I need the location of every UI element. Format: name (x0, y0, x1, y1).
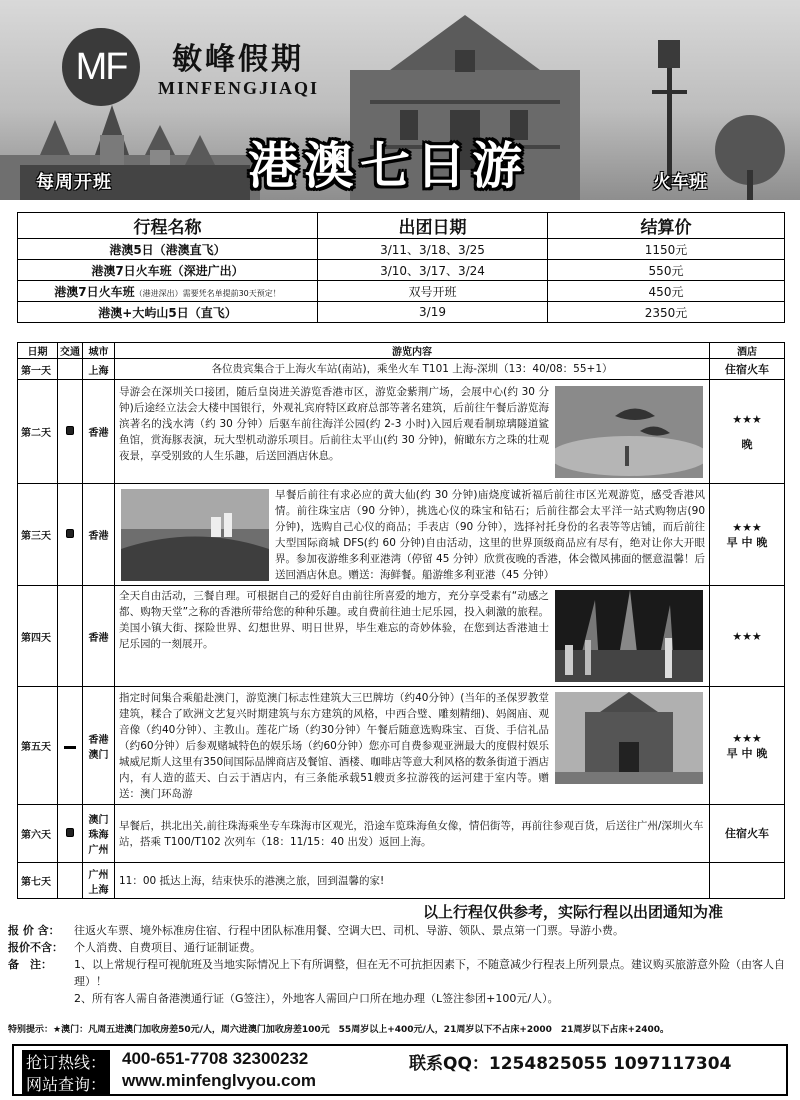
price: 550元 (548, 260, 785, 281)
day-description: 早餐后前往有求必应的黄大仙(约 30 分钟)庙烧度诚祈福后前往市区光观游览，感受香港风情。前往珠宝店（90 分钟），挑选心仪的珠宝和钻石；后前往都会太平洋一站式购物店(90 分钟)，选购自己心仪的商品；手表店（90 分钟），选择衬托身份的名表等等店铺，而后前往大型国际商城 DFS(约 60 分钟)自由活动，这里的世界顶级商品应有尽有，绝对让你大开眼界。参加夜游维多利亚港湾（停留 45 分钟）欣赏夜晚的香港，体会微风拂面的惬意温馨！后送回酒店休息。赠送：海鲜餐。船游维多利亚港（45 分钟） (275, 488, 705, 581)
header-banner (0, 0, 800, 200)
special-notice: 特别提示：★澳门：凡周五进澳门加收房差50元/人，周六进澳门加收房差100元 55周岁以上+400元/人，21周岁以下不占床+2000 21周岁以下占床+2400。 (8, 1025, 670, 1035)
price: 1150元 (548, 239, 785, 260)
train-icon (66, 828, 74, 837)
transport-cell (58, 805, 83, 863)
hotel-stars: ★★★ (732, 629, 762, 643)
itinerary-table (17, 342, 785, 899)
transport-cell (58, 863, 83, 899)
table-row (18, 239, 785, 260)
day-content: 11：00 抵达上海，结束快乐的港澳之旅，回到温馨的家! (115, 863, 710, 899)
day-label: 第六天 (18, 805, 58, 863)
col-transport: 交通 (58, 343, 83, 359)
col-city: 城市 (83, 343, 115, 359)
itinerary-row (18, 805, 785, 863)
itinerary-row (18, 359, 785, 380)
departure-dates: 双号开班 (318, 281, 548, 302)
route-name: 港澳+大屿山5日（直飞） (18, 302, 318, 323)
note-remark: 备 注： 1、以上常规行程可视航班及当地实际情况上下有所调整，但在无不可抗拒因素下，不随意减少行程表上所列景点。建议购买旅游意外险（由客人自理）！ (8, 958, 785, 988)
hotel (710, 380, 785, 484)
itinerary-row (18, 687, 785, 805)
street-lamp-illustration (640, 30, 700, 190)
contact-footer (12, 1044, 788, 1096)
transport-cell (58, 359, 83, 380)
city: 香港 (83, 586, 115, 687)
note-exclude: 报价不含： 个人消费、自费项目、通行证制证费。 (8, 941, 261, 954)
price: 2350元 (548, 302, 785, 323)
night-skyline-photo (555, 590, 703, 682)
website-label: 网站查询： (22, 1072, 110, 1095)
day-label: 第五天 (18, 687, 58, 805)
train-icon (66, 426, 74, 435)
col-hotel: 酒店 (710, 343, 785, 359)
hotel: 住宿火车 (710, 359, 785, 380)
weekly-departure-tag: 每周开班 (36, 172, 112, 193)
departure-dates: 3/19 (318, 302, 548, 323)
note-include: 报 价 含： 往返火车票、境外标准房住宿、行程中团队标准用餐、空调大巴、司机、导游、领队、景点第一门票。导游小费。 (8, 924, 624, 937)
price-table-header (18, 213, 785, 239)
city: 香港 (83, 484, 115, 586)
hotline-label: 抢订热线： (22, 1050, 110, 1073)
city: 上海 (83, 359, 115, 380)
transport-cell (58, 380, 83, 484)
table-row (18, 302, 785, 323)
brand-name-cn: 敏峰假期 (172, 42, 304, 77)
col-route: 行程名称 (18, 213, 318, 239)
hotline-number[interactable]: 400-651-7708 32300232 (122, 1049, 309, 1068)
route-name: 港澳7日火车班（港进深出）需要凭名单提前30天预定！ (18, 281, 318, 302)
day-description: 指定时间集合乘船赴澳门，游览澳门标志性建筑大三巴牌坊（约40分钟）(当年的圣保罗教堂建筑，糅合了欧洲文艺复兴时期建筑与东方建筑的风格，中西合璧、雕刻精细)、妈阁庙、观音像（约40分钟）、主教山。莲花广场（约30分钟）午餐后随意选购珠宝、百货、手信礼品（约60分钟）后参观赌城特色的娱乐场（约60分钟）您亦可自费参观亚洲最大的度假村娱乐城威尼斯人这里有350间国际品牌商店及餐馆、酒楼、咖啡店等意大利风格的数条街道于酒店内，有人造的蓝天、白云于酒店内，有三条能承载51艘贡多拉游筏的运河建于室内等。赠送：澳门环岛游 (119, 691, 549, 800)
tree-illustration (705, 110, 800, 200)
day-content: 各位贵宾集合于上海火车站(南站)，乘坐火车 T101 上海-深圳（13：40/08：55+1） (115, 359, 710, 380)
day-content (115, 484, 710, 586)
website-link[interactable]: www.minfenglvyou.com (122, 1071, 316, 1090)
disclaimer: 以上行程仅供参考，实际行程以出团通知为准 (423, 903, 724, 921)
day-description: 全天自由活动，三餐自理。可根据自己的爱好自由前往所喜爱的地方，充分享受素有“动感之都、购物天堂”之称的香港所带给您的种种乐趣。或自费前往迪士尼乐园，投入刺激的旅程。美国小镇大街、探险世界、幻想世界、明日世界，毕生难忘的奇妙体验，在您到达香港迪士尼乐园的一刻展开。 (119, 590, 549, 650)
day-label: 第四天 (18, 586, 58, 687)
itinerary-row (18, 586, 785, 687)
brand-logo: MF (62, 28, 140, 106)
day-content (115, 586, 710, 687)
itinerary-row (18, 484, 785, 586)
day-label: 第二天 (18, 380, 58, 484)
itinerary-header (18, 343, 785, 359)
qq-contact: 联系QQ：1254825055 1097117304 (409, 1054, 732, 1074)
col-day: 日期 (18, 343, 58, 359)
table-row (18, 281, 785, 302)
col-dates: 出团日期 (318, 213, 548, 239)
table-row (18, 260, 785, 281)
brand-name-en: MINFENGJIAQI (158, 78, 320, 98)
day-content (115, 380, 710, 484)
route-note: （港进深出）需要凭名单提前30天预定！ (134, 288, 281, 298)
city: 广州 上海 (83, 863, 115, 899)
col-content: 游览内容 (115, 343, 710, 359)
route-name: 港澳7日火车班（深进广出） (18, 260, 318, 281)
hotel: 住宿火车 (710, 805, 785, 863)
departure-dates: 3/10、3/17、3/24 (318, 260, 548, 281)
hotel (710, 484, 785, 586)
transport-cell (58, 484, 83, 586)
day-description: 导游会在深圳关口接团，随后皇岗进关游览香港市区，游览金紫荆广场，会展中心(约 30 分钟)后途经立法会大楼中国银行，外观礼宾府特区政府总部等著名建筑，后前往午餐后游览海滨著名的浅水湾（约 30 分钟）后驱车前往海洋公园(约 2-3 小时)入园后观看制琼璃隧道鲨鱼馆，赏海豚表演，玩大型机动游乐项目。后前往太平山(约 30 分钟)，俯瞰东方之珠的壮观夜景，享受别致的人生乐趣，后送回酒店休息。 (119, 385, 549, 462)
day-label: 第一天 (18, 359, 58, 380)
hotel (710, 586, 785, 687)
page-title: 港澳七日游 (248, 137, 528, 195)
dolphin-show-photo (555, 386, 703, 478)
note-remark-2: 2、所有客人需自备港澳通行证（G签注），外地客人需回户口所在地办理（L签注参团+100元/人）。 (74, 992, 559, 1005)
harbour-photo (121, 489, 269, 581)
col-price: 结算价 (548, 213, 785, 239)
day-label: 第七天 (18, 863, 58, 899)
hotel-stars: ★★★ (732, 520, 762, 534)
city: 香港 (83, 380, 115, 484)
meals: 早 中 晚 (726, 535, 768, 549)
transport-cell (58, 586, 83, 687)
train-tag: 火车班 (653, 172, 707, 193)
city: 香港 澳门 (83, 687, 115, 805)
hotel (710, 863, 785, 899)
meals: 早 中 晚 (726, 746, 768, 760)
price: 450元 (548, 281, 785, 302)
transport-cell (58, 687, 83, 805)
departure-dates: 3/11、3/18、3/25 (318, 239, 548, 260)
city: 澳门 珠海 广州 (83, 805, 115, 863)
itinerary-row (18, 380, 785, 484)
train-icon (66, 529, 74, 538)
notes-section (8, 922, 798, 1007)
itinerary-row (18, 863, 785, 899)
day-label: 第三天 (18, 484, 58, 586)
hotel-stars: ★★★ (732, 412, 762, 426)
day-content (115, 687, 710, 805)
meals: 晚 (741, 437, 753, 451)
route-name: 港澳5日（港澳直飞） (18, 239, 318, 260)
hotel-stars: ★★★ (732, 731, 762, 745)
day-content: 早餐后，拱北出关,前往珠海乘坐专车珠海市区观光，沿途车览珠海鱼女像，情侣街等，再前往参观百货，后送往广州/深圳火车站，搭乘 T100/T102 次列车（18：11/15：40 出发）返回上海。 (115, 805, 710, 863)
ruins-of-st-paul-photo (555, 692, 703, 784)
price-table (17, 212, 785, 323)
hotel (710, 687, 785, 805)
boat-icon (64, 741, 76, 749)
